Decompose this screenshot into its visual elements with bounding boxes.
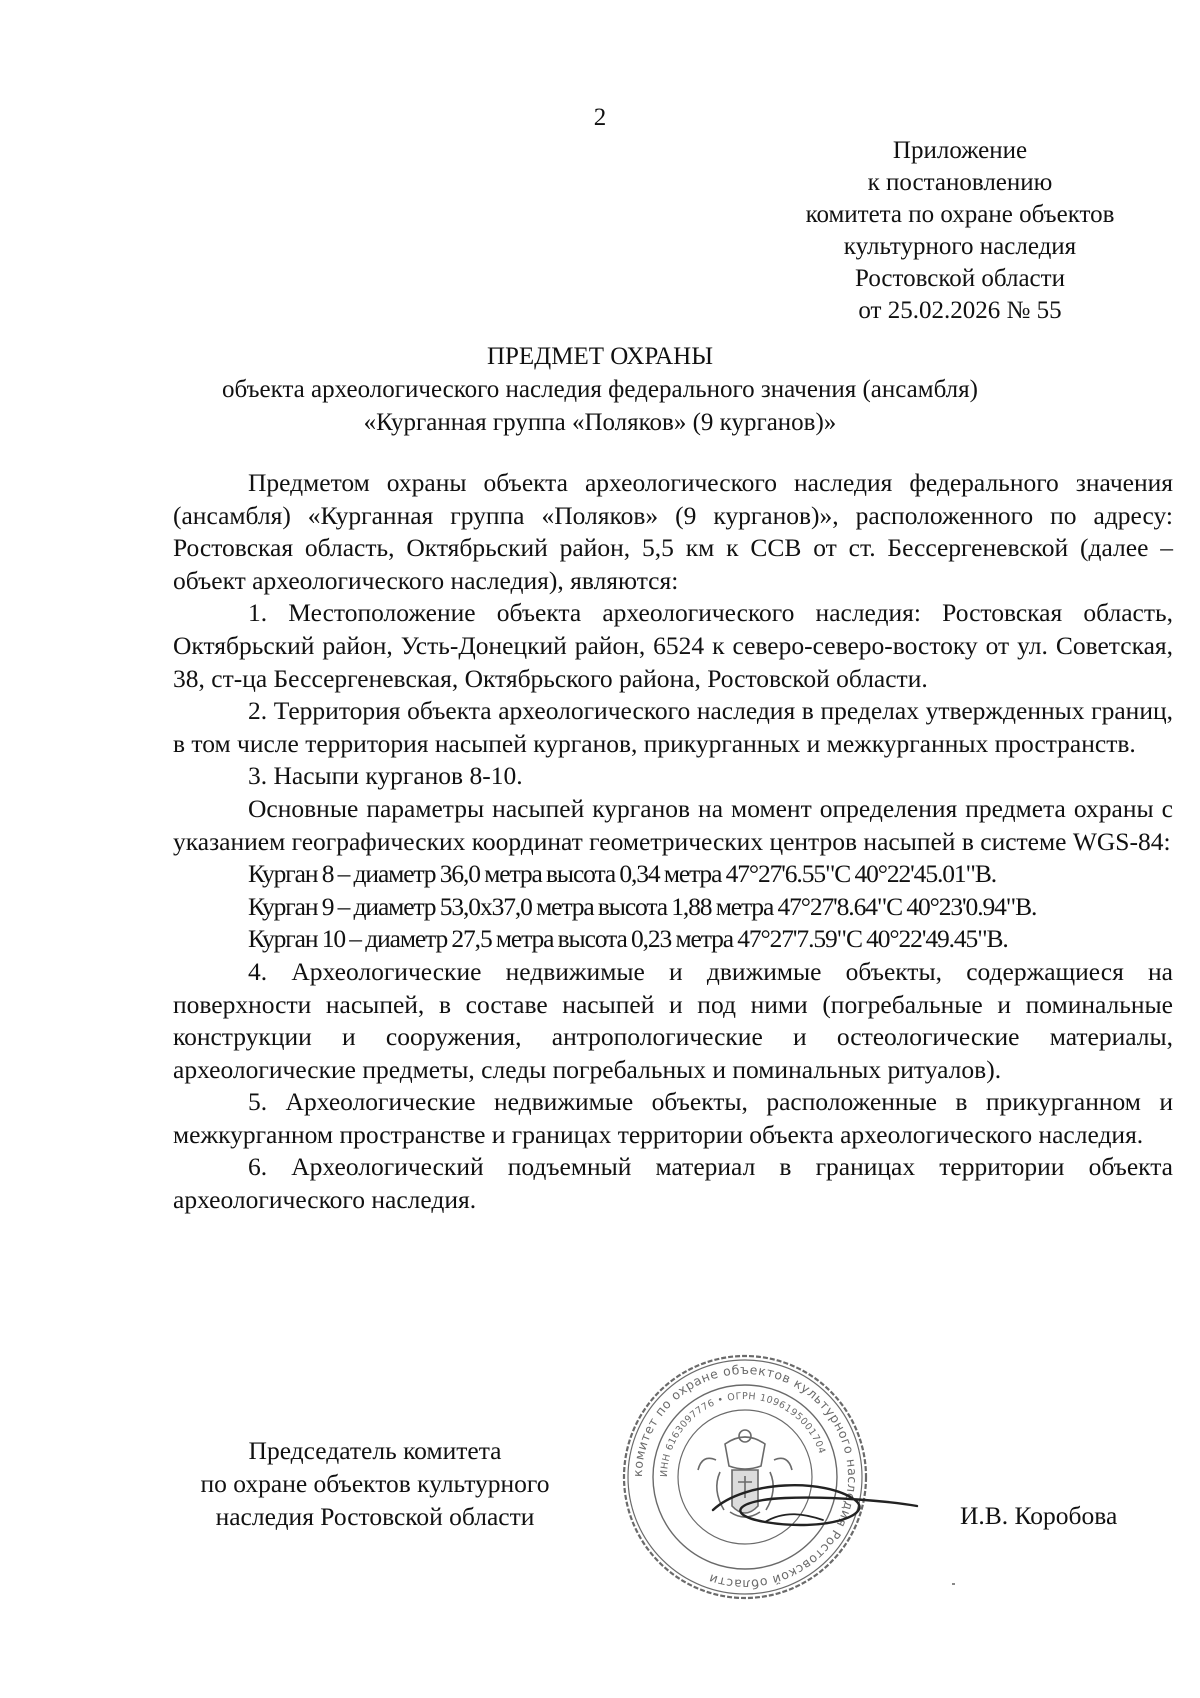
title-object-name: «Курганная группа «Поляков» (9 курганов)»	[363, 409, 837, 436]
item-mounds: 3. Насыпи курганов 8-10.	[248, 761, 523, 791]
document-body	[173, 467, 1173, 1217]
item-territory: 2. Территория объекта археологического наследия в пределах утвержденных границ, в том числе территория насыпей курганов, прикурганных и межкурганных пространств.	[173, 696, 1173, 758]
kurgan-8-line: Курган 8 – диаметр 36,0 метра высота 0,34 метра 47°27'6.55"С 40°22'45.01"В.	[248, 859, 997, 889]
signatory-title-line: по охране объектов культурного	[200, 1469, 550, 1498]
intro-paragraph: Предметом охраны объекта археологического наследия федерального значения (ансамбля) «Курганная группа «Поляков» (9 курганов)», расположенного по адресу: Ростовская область, Октябрьский район, 5,5 км к ССВ от ст. Бессергеневской (далее – объект археологического наследия), являются:	[173, 468, 1173, 595]
appendix-line: Приложение	[892, 137, 1028, 164]
document-title	[0, 340, 1200, 439]
signatory-title-line: Председатель комитета	[248, 1436, 502, 1465]
kurgan-10-line: Курган 10 – диаметр 27,5 метра высота 0,23 метра 47°27'7.59"С 40°22'49.45"В.	[248, 924, 1008, 954]
appendix-line: Ростовской области	[855, 265, 1065, 292]
signatory-title-line: наследия Ростовской области	[215, 1502, 535, 1531]
signatory-title	[150, 1434, 600, 1533]
handwritten-signature	[705, 1470, 925, 1550]
item-surface-material: 6. Археологический подъемный материал в границах территории объекта археологического наследия.	[173, 1152, 1173, 1215]
parameters-paragraph: Основные параметры насыпей курганов на момент определения предмета охраны с указанием географических координат геометрических центров насыпей в системе WGS-84:	[173, 793, 1173, 856]
appendix-date-line: от 25.02.2026 № 55	[858, 297, 1062, 324]
scan-speck	[952, 1583, 955, 1585]
kurgan-9-line: Курган 9 – диаметр 53,0х37,0 метра высота 1,88 метра 47°27'8.64"С 40°23'0.94"В.	[248, 891, 1037, 921]
item-immovable-objects: 5. Археологические недвижимые объекты, расположенные в прикурганном и межкурганном пространстве и границах территории объекта археологического наследия.	[173, 1087, 1173, 1149]
page-number: 2	[593, 104, 607, 131]
stamp-outer-text: комитет по охране объектов культурного наследия Ростовской области	[629, 1361, 861, 1593]
item-location: 1. Местоположение объекта археологического наследия: Ростовская область, Октябрьский район, Усть-Донецкий район, 6524 к северо-северо-востоку от ул. Советская, 38, ст-ца Бессергеневская, Октябрьского района, Ростовской области.	[173, 598, 1173, 693]
svg-text:ИНН 6163097776 • ОГРН 10961950	[659, 1391, 827, 1477]
appendix-line: культурного наследия	[843, 233, 1077, 260]
appendix-line: комитета по охране объектов	[805, 201, 1115, 228]
stamp-inner-text: ИНН 6163097776 • ОГРН 1096195001704	[658, 1390, 828, 1478]
title-heading: ПРЕДМЕТ ОХРАНЫ	[486, 343, 714, 370]
title-subtitle: объекта археологического наследия федерального значения (ансамбля)	[222, 376, 978, 403]
signatory-name: И.В. Коробова	[960, 1501, 1118, 1530]
appendix-line: к постановлению	[867, 169, 1053, 196]
item-archaeological-objects: 4. Археологические недвижимые и движимые объекты, содержащиеся на поверхности насыпей, в составе насыпей и под ними (погребальные и поминальные конструкции и сооружения, антропологические и остеологические материалы, археологические предметы, следы погребальных и поминальных ритуалов).	[173, 956, 1173, 1084]
appendix-header	[740, 135, 1180, 327]
